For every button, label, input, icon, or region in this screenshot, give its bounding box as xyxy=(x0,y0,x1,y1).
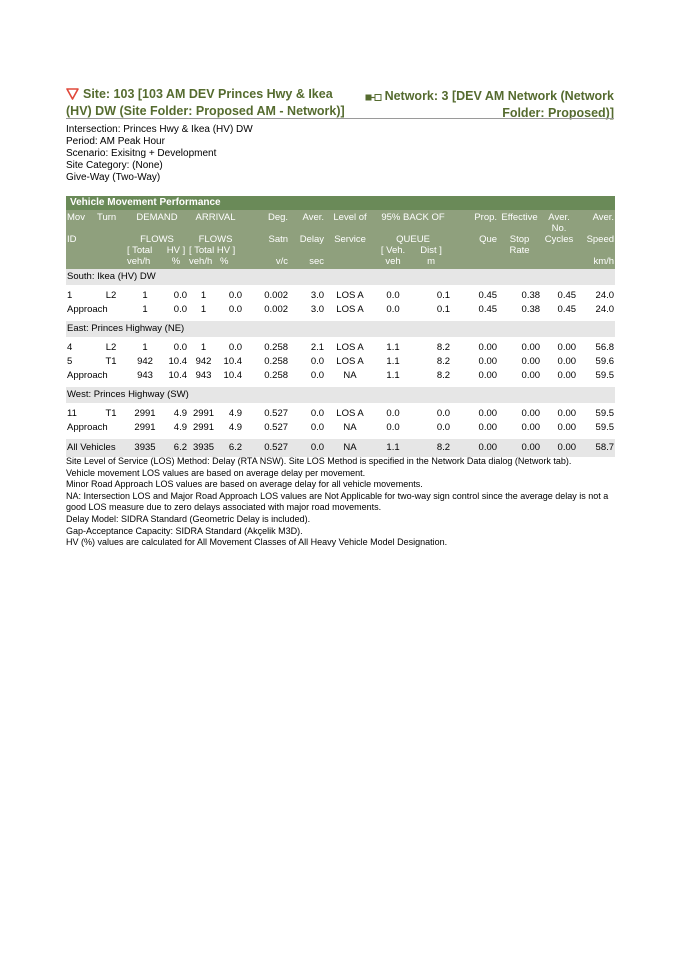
hdr-demand-total: [ Total xyxy=(127,245,153,256)
hdr-queue: QUEUE xyxy=(396,234,430,245)
table-row: 4 L2 1 0.0 1 0.0 0.258 2.1 LOS A 1.1 8.2 0.00 0.00 0.00 56.8 xyxy=(67,342,615,353)
hdr-queue-dist: Dist ] xyxy=(420,245,442,256)
unit-arrival-total: veh/h xyxy=(189,256,213,267)
network-title-line1: Network: 3 [DEV AM Network (Network xyxy=(384,89,614,103)
header-row-2 xyxy=(66,234,615,245)
hdr-id: ID xyxy=(67,234,77,245)
section-row-west: West: Princes Highway (SW) xyxy=(66,387,615,403)
heading-divider xyxy=(66,118,614,119)
hdr-demand-flows: FLOWS xyxy=(140,234,174,245)
table-row: 11 T1 2991 4.9 2991 4.9 0.527 0.0 LOS A 0.0 0.0 0.00 0.00 0.00 59.5 xyxy=(67,408,615,419)
header-units-row xyxy=(66,256,615,269)
hdr-delay: Delay xyxy=(299,234,325,245)
hdr-back-of: 95% BACK OF xyxy=(381,212,445,223)
unit-deg: v/c xyxy=(275,256,289,267)
site-title-line2: (HV) DW (Site Folder: Proposed AM - Network)] xyxy=(66,104,345,118)
hdr-queue-veh: [ Veh. xyxy=(380,245,406,256)
network-title-line2: Folder: Proposed)] xyxy=(502,106,614,120)
intersection-line: Intersection: Princes Hwy & Ikea (HV) DW xyxy=(66,124,253,135)
intersection-info xyxy=(66,124,253,184)
hdr-deg: Deg. xyxy=(267,212,289,223)
network-heading xyxy=(354,89,614,121)
give-way-triangle-icon xyxy=(66,88,79,104)
hdr-que: Que xyxy=(479,234,498,245)
hdr-turn: Turn xyxy=(97,212,117,223)
footnotes xyxy=(66,456,619,549)
unit-demand-total: veh/h xyxy=(127,256,151,267)
hdr-demand-hv: HV ] xyxy=(166,245,186,256)
hdr-aver-speed: Aver. xyxy=(592,212,615,223)
hdr-level-of: Level of xyxy=(333,212,367,223)
unit-delay: sec xyxy=(309,256,325,267)
header-row-1 xyxy=(66,210,615,234)
hdr-arrival: ARRIVAL xyxy=(195,212,236,223)
hdr-satn: Satn xyxy=(268,234,289,245)
hdr-demand: DEMAND xyxy=(136,212,178,223)
unit-queue-veh: veh xyxy=(385,256,401,267)
header-row-3 xyxy=(66,245,615,256)
note-na: NA: Intersection LOS and Major Road Approach LOS values are Not Applicable for two-way sign control since the average delay is not a good LOS measure due to zero delays associated with major road movements. xyxy=(66,490,609,513)
note-los-method: Site Level of Service (LOS) Method: Delay (RTA NSW). Site LOS Method is specified in the Network Data dialog (Network tab). xyxy=(66,456,572,466)
table-row: 5 T1 942 10.4 942 10.4 0.258 0.0 LOS A 1.1 8.2 0.00 0.00 0.00 59.6 xyxy=(67,356,615,367)
note-hv: HV (%) values are calculated for All Movement Classes of All Heavy Vehicle Model Designation. xyxy=(66,537,448,548)
hdr-speed: Speed xyxy=(586,234,615,245)
hdr-prop: Prop. xyxy=(474,212,498,223)
control-type-line: Give-Way (Two-Way) xyxy=(66,172,161,183)
network-icon xyxy=(365,91,382,106)
period-line: Period: AM Peak Hour xyxy=(66,136,165,147)
unit-speed: km/h xyxy=(593,256,615,267)
hdr-aver-no: Aver. No. xyxy=(548,212,570,234)
note-movement-los: Vehicle movement LOS values are based on average delay per movement. xyxy=(66,467,366,478)
all-vehicles-row: All Vehicles 3935 6.2 3935 6.2 0.527 0.0 NA 1.1 8.2 0.00 0.00 0.00 58.7 xyxy=(66,439,615,457)
hdr-aver-delay: Aver. xyxy=(302,212,325,223)
hdr-cycles: Cycles xyxy=(544,234,574,245)
hdr-stop: Stop xyxy=(509,234,530,245)
hdr-arrival-total: [ Total xyxy=(189,245,215,256)
hdr-mov: Mov xyxy=(67,212,85,223)
hdr-arrival-flows: FLOWS xyxy=(198,234,233,245)
hdr-service: Service xyxy=(334,234,366,245)
hdr-arrival-hv: HV ] xyxy=(216,245,236,256)
unit-arrival-hv: % xyxy=(220,256,229,267)
table-row: 1 L2 1 0.0 1 0.0 0.002 3.0 LOS A 0.0 0.1 0.45 0.38 0.45 24.0 xyxy=(67,290,615,301)
section-row-east: East: Princes Highway (NE) xyxy=(66,321,615,337)
hdr-effective: Effective xyxy=(501,212,538,223)
section-row-south: South: Ikea (HV) DW xyxy=(66,269,615,285)
approach-row: Approach 1 0.0 1 0.0 0.002 3.0 LOS A 0.0 0.1 0.45 0.38 0.45 24.0 xyxy=(67,304,615,315)
vehicle-movement-table xyxy=(66,196,615,457)
site-category-line: Site Category: (None) xyxy=(66,160,163,171)
note-gap-acceptance: Gap-Acceptance Capacity: SIDRA Standard (Akçelik M3D). xyxy=(66,525,303,536)
hdr-rate: Rate xyxy=(509,245,530,256)
note-minor-approach: Minor Road Approach LOS values are based on average delay for all vehicle movements. xyxy=(66,479,423,490)
scenario-line: Scenario: Exisitng + Development xyxy=(66,148,217,159)
table-title: Vehicle Movement Performance xyxy=(66,196,615,210)
site-title-line1: Site: 103 [103 AM DEV Princes Hwy & Ikea xyxy=(83,87,333,101)
unit-demand-hv: % xyxy=(171,256,181,267)
approach-row: Approach 943 10.4 943 10.4 0.258 0.0 NA 1.1 8.2 0.00 0.00 0.00 59.5 xyxy=(67,370,615,381)
note-delay-model: Delay Model: SIDRA Standard (Geometric Delay is included). xyxy=(66,513,311,524)
site-heading xyxy=(66,87,366,119)
approach-row: Approach 2991 4.9 2991 4.9 0.527 0.0 NA 0.0 0.0 0.00 0.00 0.00 59.5 xyxy=(67,422,615,433)
unit-queue-dist: m xyxy=(427,256,435,267)
